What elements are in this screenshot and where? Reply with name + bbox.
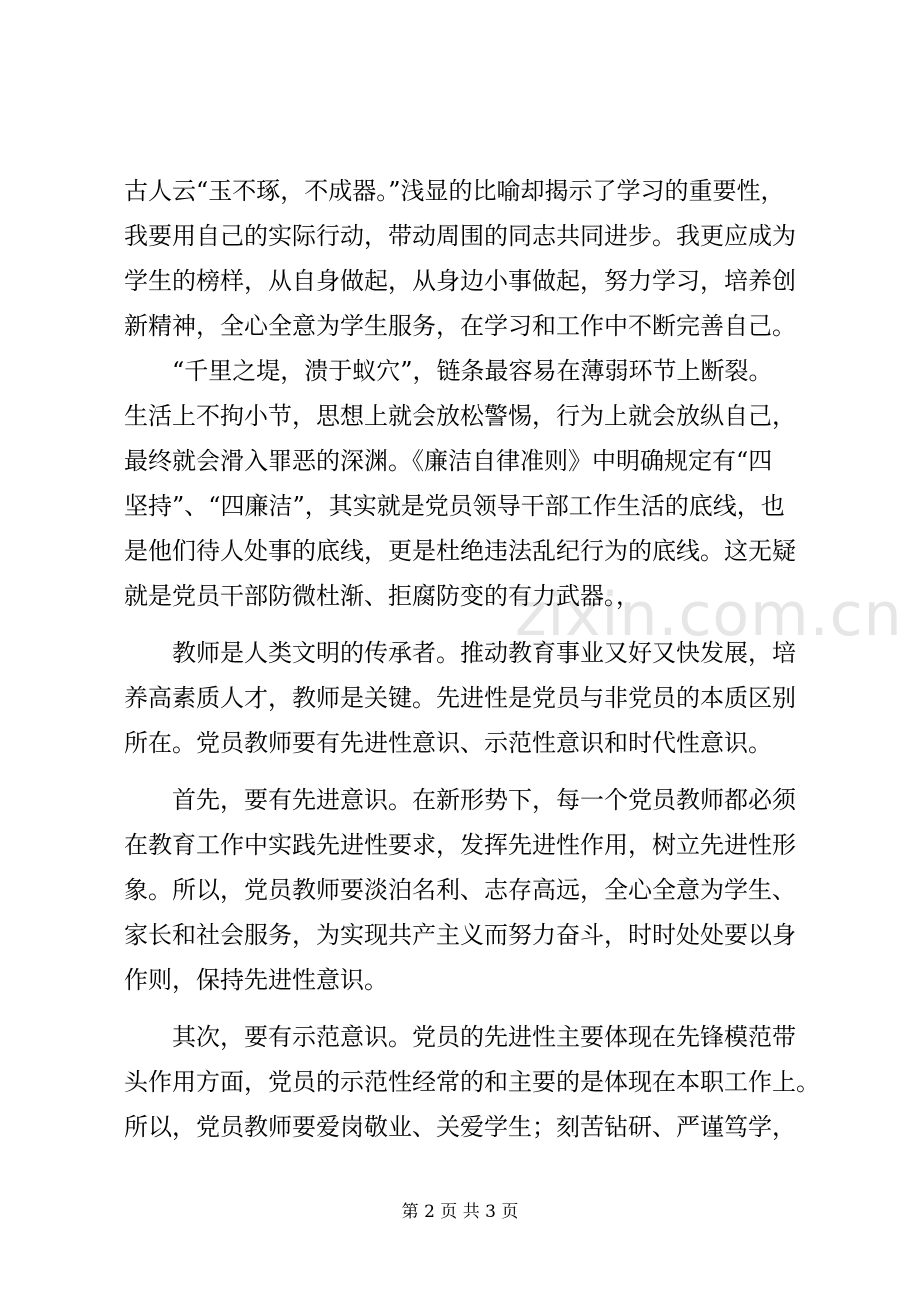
- text-line: 所以，党员教师要爱岗敬业、关爱学生；刻苦钻研、严谨笃学，: [124, 1113, 796, 1141]
- text-line: 在教育工作中实践先进性要求，发挥先进性作用，树立先进性形: [124, 831, 796, 859]
- text-line: 新精神，全心全意为学生服务，在学习和工作中不断完善自己。: [124, 312, 796, 340]
- page-number-footer: 第 2 页 共 3 页: [401, 1202, 519, 1222]
- text-line: 所在。党员教师要有先进性意识、示范性意识和时代性意识。: [124, 729, 772, 757]
- text-line: 首先，要有先进意识。在新形势下，每一个党员教师都必须: [124, 786, 796, 814]
- text-line: 象。所以，党员教师要淡泊名利、志存高远，全心全意为学生、: [124, 876, 796, 904]
- text-line: 坚持”、“四廉洁”，其实就是党员领导干部工作生活的底线，也: [124, 492, 785, 520]
- text-line: 就是党员干部防微杜渐、拒腐防变的有力武器。，: [124, 582, 640, 610]
- text-line: “千里之堤，溃于蚁穴”，链条最容易在薄弱环节上断裂。: [124, 357, 773, 385]
- text-line: 头作用方面，党员的示范性经常的和主要的是体现在本职工作上。: [124, 1068, 820, 1096]
- text-line: 最终就会滑入罪恶的深渊。《廉洁自律准则》中明确规定有“四: [124, 447, 773, 475]
- watermark-text: zixin.com.cn: [515, 580, 903, 650]
- text-line: 是他们待人处事的底线，更是杜绝违法乱纪行为的底线。这无疑: [124, 537, 796, 565]
- text-line: 我要用自己的实际行动，带动周围的同志共同进步。我更应成为: [124, 222, 796, 250]
- text-line: 生活上不拘小节，思想上就会放松警惕，行为上就会放纵自己，: [124, 402, 796, 430]
- text-line: 古人云“玉不琢，不成器。”浅显的比喻却揭示了学习的重要性，: [124, 177, 785, 205]
- text-line: 其次，要有示范意识。党员的先进性主要体现在先锋模范带: [124, 1023, 796, 1051]
- text-line: 作则，保持先进性意识。: [124, 966, 388, 994]
- text-line: 养高素质人才，教师是关键。先进性是党员与非党员的本质区别: [124, 684, 796, 712]
- text-line: 家长和社会服务，为实现共产主义而努力奋斗，时时处处要以身: [124, 921, 796, 949]
- text-line: 教师是人类文明的传承者。推动教育事业又好又快发展，培: [124, 639, 796, 667]
- text-line: 学生的榜样，从自身做起，从身边小事做起，努力学习，培养创: [124, 267, 796, 295]
- document-body: [124, 169, 824, 1150]
